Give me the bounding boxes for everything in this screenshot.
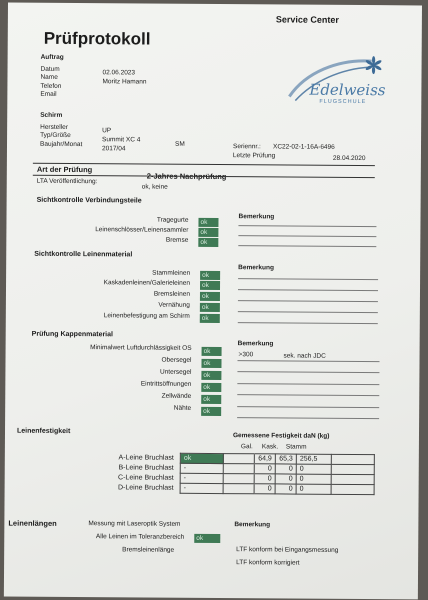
typ-value: Summit XC 4 <box>102 136 141 144</box>
remark-line <box>238 322 378 324</box>
remark-line <box>237 417 379 419</box>
status-ok-badge: ok <box>201 395 221 404</box>
leinen-label: Vernähung <box>158 301 190 309</box>
auftrag-label-datum: Datum <box>40 65 60 73</box>
lta-label: LTA Veröffentlichung: <box>36 177 98 186</box>
festigkeit-heading: Leinenfestigkeit <box>16 427 71 436</box>
festigkeit-col-kask: Kask. <box>261 443 279 451</box>
baujahr-label: Baujahr/Monat <box>39 140 83 149</box>
protocol-sheet <box>4 3 422 600</box>
remark-line <box>238 245 376 247</box>
festigkeit-label: D-Leine Bruchlast <box>117 484 174 492</box>
remark-line <box>238 360 380 362</box>
status-value: - <box>180 483 223 493</box>
status-ok-badge: ok <box>180 453 223 463</box>
status-ok-badge: ok <box>201 371 221 380</box>
leinen-label: Stammleinen <box>152 269 191 277</box>
kappen-note-text: sek. nach JDC <box>283 352 326 360</box>
leinen-label: Leinenbefestigung am Schirm <box>103 312 190 320</box>
kappen-label: Obersegel <box>161 356 192 364</box>
kappen-bemerkung: Bemerkung <box>237 340 274 348</box>
ltf-note-1: LTF konform bei Eingangsmessung <box>236 546 339 554</box>
schirm-heading: Schirm <box>40 111 63 119</box>
art-heading: Art der Prüfung <box>36 164 93 175</box>
status-ok-badge: ok <box>201 383 221 392</box>
status-ok-badge: ok <box>200 292 220 301</box>
status-ok-badge: ok <box>201 359 221 368</box>
service-center-label: Service Center <box>275 14 339 25</box>
status-value: - <box>180 463 223 473</box>
letzte-pruefung-label: Letzte Prüfung <box>232 152 276 160</box>
remark-line <box>238 300 378 302</box>
seriennr-value: XC22-02-1-16A-6496 <box>272 143 335 151</box>
leinen-label: Bremsleinen <box>153 290 190 298</box>
festigkeit-label: A-Leine Bruchlast <box>118 454 174 462</box>
seriennr-label: Seriennr.: <box>232 143 261 151</box>
gal-value: 0 <box>254 474 275 484</box>
status-ok-badge: ok <box>198 238 218 247</box>
status-ok-badge: ok <box>201 407 221 416</box>
verbindung-label: Bremse <box>165 236 189 244</box>
verbindung-label: Leinenschlösser/Leinensammler <box>95 226 189 234</box>
status-ok-badge: ok <box>200 303 220 312</box>
festigkeit-subheading: Gemessene Festigkeit daN (kg) <box>232 432 330 440</box>
status-value: - <box>180 473 223 483</box>
auftrag-label-telefon: Telefon <box>40 82 62 90</box>
remark-line <box>237 394 379 396</box>
status-ok-badge: ok <box>200 271 220 280</box>
kappen-label: Nähte <box>173 404 192 412</box>
auftrag-label-name: Name <box>40 73 58 81</box>
kappen-note-value: >300 <box>238 351 254 359</box>
festigkeit-label: C-Leine Bruchlast <box>118 474 174 482</box>
toleranz-label: Alle Leinen im Toleranzbereich <box>95 533 185 541</box>
status-ok-badge: ok <box>200 314 220 323</box>
leinenlaengen-bemerkung: Bemerkung <box>234 521 271 529</box>
logo-sub: FLUGSCHULE <box>319 98 367 106</box>
auftrag-heading: Auftrag <box>40 53 64 61</box>
status-ok-badge: ok <box>198 218 218 227</box>
kask-value: 65,3 <box>275 454 296 464</box>
baujahr-value: 2017/04 <box>101 145 126 153</box>
bremsleinen-label: Bremsleinenlänge <box>122 546 175 554</box>
kappen-label: Eintrittsöffnungen <box>140 380 192 388</box>
remark-line <box>237 371 379 373</box>
page-title: Prüfprotokoll <box>43 28 151 49</box>
hersteller-label: Hersteller <box>40 123 68 131</box>
festigkeit-label: B-Leine Bruchlast <box>118 464 174 472</box>
remark-line <box>237 406 379 408</box>
status-ok-badge: ok <box>202 347 222 356</box>
letzte-pruefung-value: 28.04.2020 <box>332 154 366 163</box>
kappen-label: Zellwände <box>161 392 192 400</box>
stamm-value: 0 <box>296 484 331 494</box>
leinen-heading: Sichtkontrolle Leinenmaterial <box>34 250 133 259</box>
kappen-heading: Prüfung Kappenmaterial <box>31 330 114 339</box>
table-row <box>49 482 375 494</box>
remark-line <box>238 311 378 313</box>
verbindung-label: Tragegurte <box>156 216 189 224</box>
status-ok-badge: ok <box>198 228 218 237</box>
gal-value: 64,9 <box>254 454 275 464</box>
hersteller-value: UP <box>102 127 112 135</box>
status-ok-badge: ok <box>194 534 220 543</box>
festigkeit-col-gal: Gal. <box>240 443 253 451</box>
remark-line <box>237 383 379 385</box>
leinen-label: Kaskadenleinen/Galerieleinen <box>103 279 191 287</box>
gal-value: 0 <box>254 484 275 494</box>
remark-line <box>238 278 378 280</box>
remark-line <box>238 289 378 291</box>
typ-label: Typ/Größe <box>40 131 71 139</box>
lta-value: ok, keine <box>141 183 168 191</box>
status-ok-badge: ok <box>200 281 220 290</box>
kappen-label: Minimalwert Luftdurchlässigkeit OS <box>90 344 192 352</box>
festigkeit-table <box>49 452 375 495</box>
verbindung-heading: Sichtkontrolle Verbindungsteile <box>36 196 142 205</box>
stamm-value: 0 <box>296 474 331 484</box>
auftrag-label-email: Email <box>40 90 57 98</box>
leinen-bemerkung: Bemerkung <box>238 264 274 272</box>
stamm-value: 0 <box>296 464 331 474</box>
auftrag-value-datum: 02.06.2023 <box>102 69 136 77</box>
remark-line <box>238 225 376 227</box>
leinenlaengen-heading: Leinenlängen <box>8 518 57 528</box>
auftrag-value-name: Moritz Hamann <box>102 78 147 86</box>
art-type: 2-Jahres Nachprüfung <box>146 171 227 182</box>
edelweiss-logo <box>285 52 385 109</box>
kask-value: 0 <box>275 464 296 474</box>
kask-value: 0 <box>275 484 296 494</box>
verbindung-bemerkung: Bemerkung <box>238 213 275 221</box>
remark-line <box>238 235 376 237</box>
logo-brand: Edelweiss <box>309 80 386 100</box>
kappen-label: Untersegel <box>159 368 192 376</box>
gal-value: 0 <box>254 464 275 474</box>
kask-value: 0 <box>275 474 296 484</box>
groesse-value: SM <box>174 140 185 148</box>
ltf-note-2: LTF konform korrigiert <box>236 559 300 567</box>
stamm-value: 256,5 <box>296 454 331 464</box>
leinenlaengen-method: Messung mit Laseroptik System <box>88 520 181 528</box>
festigkeit-col-stamm: Stamm <box>285 443 307 451</box>
